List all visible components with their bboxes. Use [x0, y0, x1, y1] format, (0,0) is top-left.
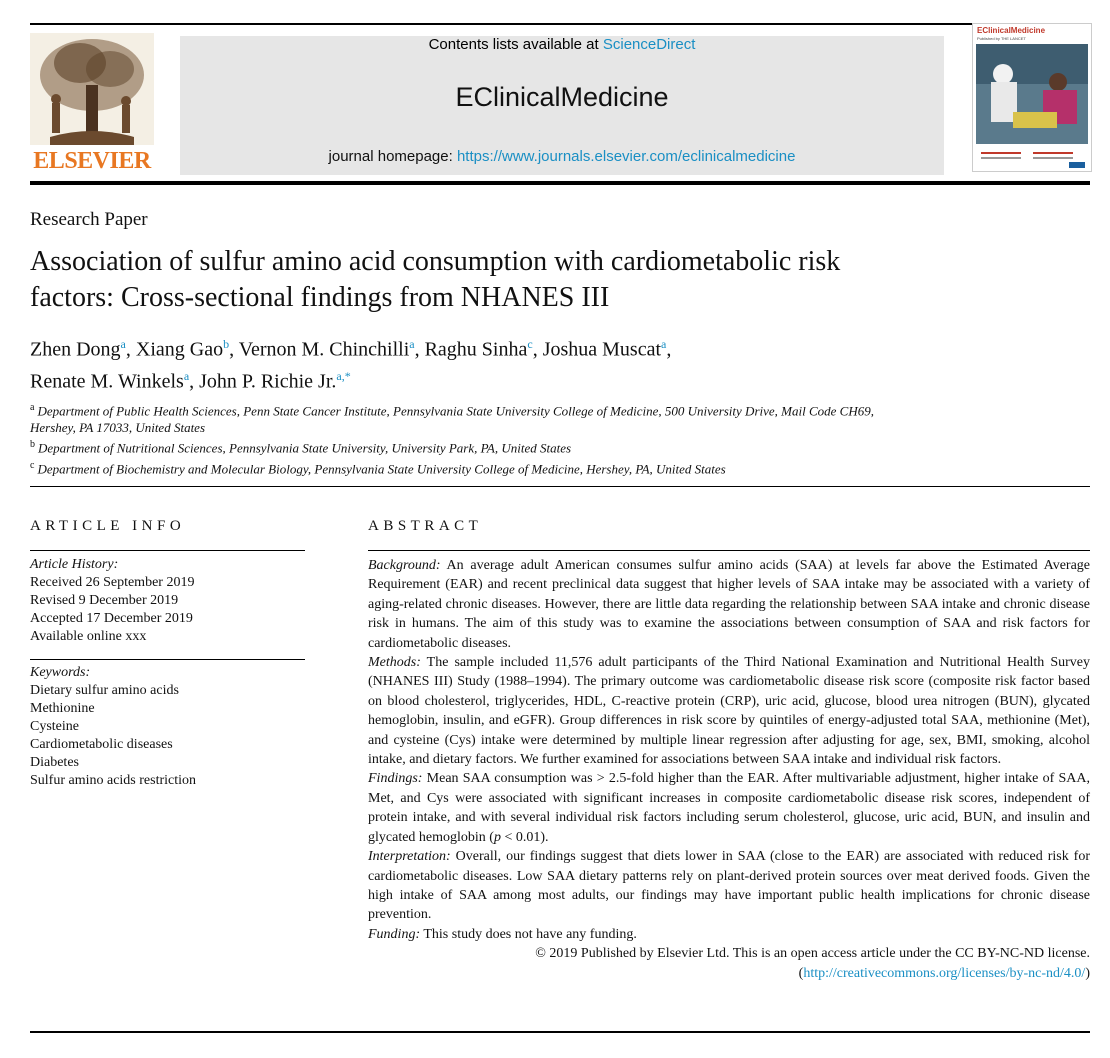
affiliation-marker[interactable]: a: [120, 337, 126, 351]
history-label: Article History:: [30, 557, 119, 572]
online-date: Available online xxx: [30, 629, 147, 644]
affiliation-mark: c: [30, 459, 35, 471]
affiliations: [30, 399, 980, 477]
interpretation-label: Interpretation:: [368, 849, 451, 865]
accepted-date: Accepted 17 December 2019: [30, 611, 193, 626]
author-separator: ,: [229, 338, 239, 361]
affiliation-marker[interactable]: b: [223, 337, 230, 351]
author-separator: ,: [125, 338, 136, 361]
affiliation-mark: a: [30, 402, 35, 413]
received-date: Received 26 September 2019: [30, 575, 195, 590]
keywords-block: [30, 664, 196, 790]
affiliation-marker[interactable]: a,*: [336, 368, 351, 383]
section-divider: [30, 486, 1090, 487]
affiliation-mark: b: [30, 439, 35, 451]
affiliation-text: Department of Nutritional Sciences, Pennsylvania State University, University Park, PA, United States: [38, 440, 572, 456]
elsevier-wordmark: ELSEVIER: [33, 148, 151, 174]
abstract-findings: [368, 769, 1090, 847]
keyword-item[interactable]: Methionine: [30, 701, 95, 716]
abstract-interpretation: [368, 847, 1090, 925]
methods-label: Methods:: [368, 655, 421, 671]
affiliation-item: [30, 436, 980, 456]
author-separator: ,: [189, 370, 200, 393]
author-name[interactable]: Xiang Gao: [135, 338, 224, 361]
footer-rule: [30, 1031, 1090, 1033]
affiliation-text: Department of Public Health Sciences, Penn State Cancer Institute, Pennsylvania State University College of Medicine, 500 University Drive, Mail Code CH69,: [37, 403, 874, 419]
findings-p-symbol: p: [493, 829, 501, 845]
article-type-label: Research Paper: [30, 209, 148, 230]
article-title: [30, 244, 960, 316]
article-info-rule: [30, 550, 305, 551]
author-separator: ,: [414, 338, 425, 361]
affiliation-marker[interactable]: a: [409, 337, 415, 351]
author-name[interactable]: John P. Richie Jr.: [199, 370, 337, 393]
title-line-2: factors: Cross-sectional findings from NHANES III: [30, 282, 610, 313]
author-name[interactable]: Renate M. Winkels: [30, 370, 184, 393]
funding-label: Funding:: [368, 926, 421, 942]
copyright-line: © 2019 Published by Elsevier Ltd. This is an open access article under the CC BY-NC-ND license.: [535, 946, 1090, 962]
background-label: Background:: [368, 558, 441, 573]
sciencedirect-link[interactable]: ScienceDirect: [602, 36, 696, 53]
background-text: An average adult American consumes sulfur amino acids (SAA) at levels far above the Estimated Average Requirement (EAR) and recent preclinical data suggest that higher levels of SAA intake may be associated with a variety of aging-related chronic diseases. However, there are little data regarding the relationship between SAA intake and chronic disease risk in humans. The aim of this study was to examine the associations between consumption of SAA and risk factors for cardiometabolic diseases.: [368, 558, 1090, 651]
keyword-item[interactable]: Cysteine: [30, 719, 79, 734]
title-line-1: Association of sulfur amino acid consumption with cardiometabolic risk: [30, 246, 841, 277]
affiliation-item-continued: Hershey, PA 17033, United States: [30, 420, 206, 436]
journal-banner: [180, 36, 944, 175]
abstract-funding: [368, 925, 1090, 944]
journal-title: EClinicalMedicine: [455, 82, 669, 112]
abstract-body: [368, 556, 1090, 983]
author-name[interactable]: Joshua Muscat: [542, 338, 662, 361]
author-separator: ,: [532, 338, 543, 361]
affiliation-item: [30, 457, 980, 477]
article-history: [30, 556, 194, 646]
homepage-line: [180, 148, 944, 165]
keyword-item[interactable]: Cardiometabolic diseases: [30, 737, 173, 752]
methods-text: The sample included 11,576 adult participants of the Third National Examination and Nutritional Health Survey (NHANES III) Study (1988–1994). The primary outcome was cardiometabolic disease risk score (composite risk factor based on blood cholesterol, triglycerides, HDL, C-reactive protein (CRP), uric acid, glucose, blood urea nitrogen (BUN), glycated hemoglobin, insulin, and eGFR). Group differences in risk score by quintiles of energy-adjusted total SAA, methionine (Met), and cysteine (Cys) intake were determined by multiple linear regression after adjusting for age, sex, BMI, smoking, alcohol intake, and dietary factors. We further examined for associations between SAA intake and individual risk factors.: [368, 655, 1090, 768]
affiliation-marker[interactable]: a: [661, 337, 667, 351]
keywords-rule: [30, 659, 305, 660]
author-list: [30, 331, 930, 394]
abstract-heading: ABSTRACT: [368, 518, 483, 534]
author-name[interactable]: Zhen Dong: [30, 338, 121, 361]
keyword-item[interactable]: Sulfur amino acids restriction: [30, 773, 197, 788]
cover-photo: [973, 24, 1091, 171]
affiliation-marker[interactable]: c: [527, 337, 533, 351]
keyword-item[interactable]: Dietary sulfur amino acids: [30, 683, 179, 698]
findings-text: Mean SAA consumption was > 2.5-fold higher than the EAR. After multivariable adjustment, higher intake of SAA, Met, and Cys were associated with significant increases in composite cardiometabolic disease risk scores, independent of protein intake, and with several individual risk factors including serum cholesterol, glucose, uric acid, BUN, and insulin and glycated hemoglobin (: [368, 771, 1090, 845]
interpretation-text: Overall, our findings suggest that diets lower in SAA (close to the EAR) are associated with reduced risk for cardiometabolic diseases. Low SAA dietary patterns rely on plant-derived protein sources over meat derived foods. Given the high intake of SAA among most adults, our findings may have important public health implications for chronic disease prevention.: [368, 849, 1090, 923]
header-top-rule: [30, 23, 1090, 25]
author-name[interactable]: Vernon M. Chinchilli: [238, 338, 410, 361]
funding-text: This study does not have any funding.: [420, 926, 637, 942]
keyword-item[interactable]: Diabetes: [30, 755, 79, 770]
license-link[interactable]: http://creativecommons.org/licenses/by-nc-nd/4.0/: [803, 965, 1086, 981]
affiliation-marker[interactable]: a: [183, 368, 190, 383]
license-line: [368, 964, 1090, 983]
cover-subtitle: Published by THE LANCET: [977, 36, 1026, 41]
abstract-background: [368, 556, 1090, 653]
author-separator: ,: [666, 338, 672, 361]
article-info-heading: ARTICLE INFO: [30, 518, 186, 534]
cover-title: EClinicalMedicine: [977, 26, 1046, 35]
license-paren-close: ): [1085, 965, 1090, 981]
journal-cover-image: [972, 23, 1092, 172]
license-paren-open: (: [798, 965, 804, 981]
findings-text-end: < 0.01).: [500, 829, 549, 845]
findings-label: Findings:: [368, 771, 423, 787]
contents-line: [180, 36, 944, 53]
abstract-methods: [368, 653, 1090, 769]
abstract-rule: [368, 550, 1090, 551]
contents-prefix: Contents lists available at: [428, 36, 603, 53]
keywords-label: Keywords:: [30, 665, 91, 680]
author-name[interactable]: Raghu Sinha: [424, 338, 528, 361]
affiliation-text: Department of Biochemistry and Molecular Biology, Pennsylvania State University College of Medicine, Hershey, PA, United States: [37, 460, 726, 476]
revised-date: Revised 9 December 2019: [30, 593, 179, 608]
journal-homepage-link[interactable]: https://www.journals.elsevier.com/eclinicalmedicine: [456, 148, 796, 165]
homepage-prefix: journal homepage:: [328, 148, 457, 165]
affiliation-item: [30, 399, 980, 419]
header-bottom-rule: [30, 181, 1090, 185]
